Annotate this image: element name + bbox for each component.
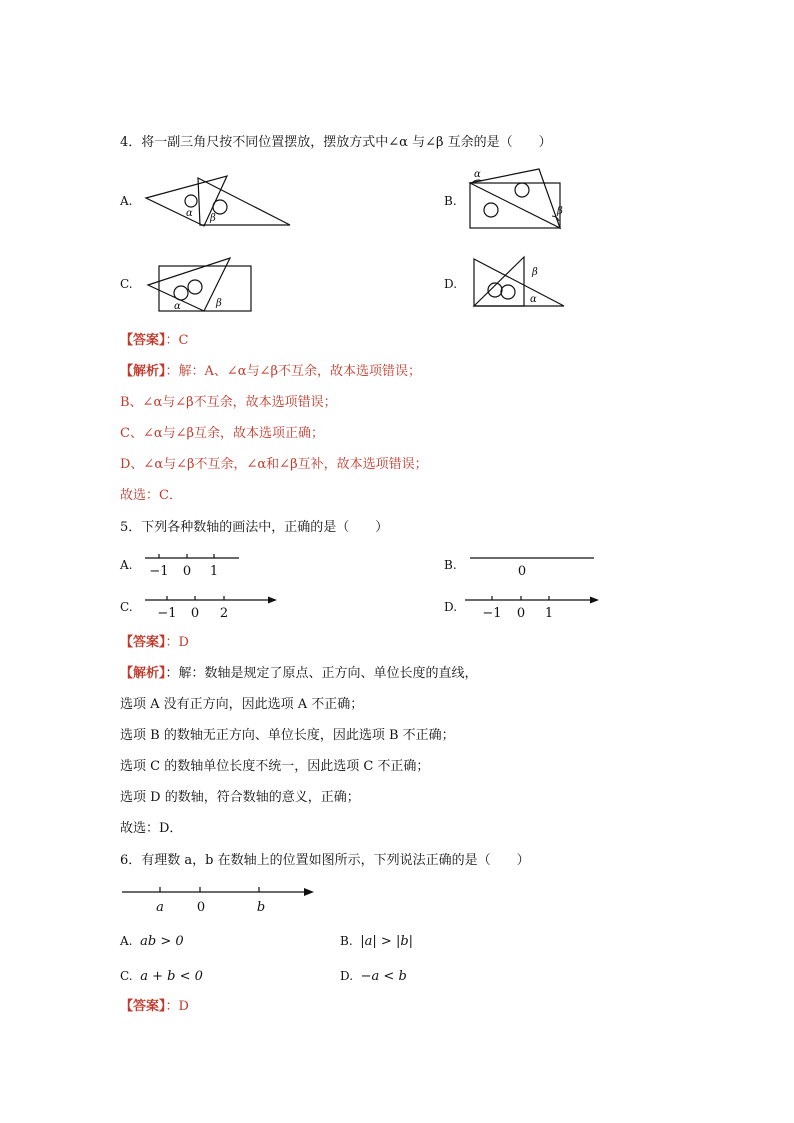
q5-b-tick-label: 0 — [517, 564, 527, 579]
q4-option-c-label: C. — [120, 277, 133, 291]
q4-figure-a — [140, 170, 300, 235]
q5-option-c-label: C. — [120, 600, 133, 614]
q4-analysis-label: 【解析】 — [120, 364, 166, 379]
q5-d-tick-label: −1 — [482, 606, 502, 621]
q5-c-tick-label: 0 — [190, 606, 200, 621]
q6-answer-label: 【答案】 — [120, 999, 166, 1014]
q4-answer-value: ：C — [165, 333, 189, 348]
q6-answer-value: ：D — [165, 999, 189, 1014]
q4-stem: 4．将一副三角尺按不同位置摆放，摆放方式中∠α 与∠β 互余的是（ ） — [120, 135, 552, 150]
q6-option-b — [340, 934, 413, 949]
q5-option-a-label: A. — [120, 558, 133, 572]
q6-option-b-letter: B. — [340, 934, 353, 948]
q5-axis-b — [470, 550, 600, 580]
q4-a-alpha: α — [186, 208, 193, 219]
q5-stem: 5．下列各种数轴的画法中，正确的是（ ） — [120, 520, 389, 535]
q6-option-a-letter: A. — [120, 934, 133, 948]
q5-answer-label: 【答案】 — [120, 635, 166, 650]
q5-analysis-line-6: 故选：D． — [120, 821, 183, 836]
q5-analysis-text-1: ：解：数轴是规定了原点、正方向、单位长度的直线， — [165, 666, 478, 681]
q5-axis-d — [465, 592, 605, 622]
q5-d-tick-label: 1 — [544, 606, 554, 621]
q4-option-d-label: D. — [444, 277, 458, 291]
q6-option-c-expr: a + b < 0 — [140, 969, 203, 984]
q4-analysis-line-2: B、∠α与∠β不互余，故本选项错误； — [120, 395, 337, 410]
q5-a-tick-label: 0 — [182, 564, 192, 579]
q4-analysis-line-1 — [120, 364, 421, 380]
q6-tick-label: a — [156, 900, 164, 915]
q6-option-d — [340, 969, 407, 984]
q4-a-beta: β — [210, 213, 216, 224]
q6-option-d-letter: D. — [340, 969, 354, 983]
q4-analysis-line-5: 故选：C． — [120, 488, 182, 503]
q4-d-beta: β — [532, 267, 538, 278]
q6-tick-label: b — [256, 900, 266, 915]
q5-analysis-line-1 — [120, 666, 478, 682]
q6-tick-label: 0 — [196, 900, 206, 915]
q4-c-alpha: α — [174, 301, 181, 312]
q4-analysis-text-1: ：解：A、∠α与∠β不互余，故本选项错误； — [165, 364, 421, 379]
q6-option-c — [120, 969, 203, 984]
q5-analysis-line-5: 选项 D 的数轴，符合数轴的意义，正确； — [120, 790, 360, 805]
q6-answer — [120, 999, 189, 1015]
q4-b-beta: β — [557, 206, 563, 217]
q4-figure-d — [470, 255, 580, 315]
q4-analysis-line-4: D、∠α与∠β不互余，∠α和∠β互补，故本选项错误； — [120, 457, 428, 472]
q4-figure-c — [144, 256, 264, 316]
q4-c-beta: β — [216, 298, 222, 309]
q4-answer — [120, 333, 188, 349]
q5-answer — [120, 635, 189, 651]
q6-option-b-expr: |a| > |b| — [360, 934, 414, 949]
q4-option-b-label: B. — [444, 194, 457, 208]
q4-d-alpha: α — [530, 294, 537, 305]
q5-c-tick-label: −1 — [157, 606, 177, 621]
q4-analysis-line-3: C、∠α与∠β互余，故本选项正确； — [120, 426, 325, 441]
q4-b-alpha: α — [474, 169, 481, 180]
q5-axis-c — [145, 592, 280, 622]
q4-figure-b — [465, 164, 595, 234]
q5-analysis-line-3: 选项 B 的数轴无正方向、单位长度，因此选项 B 不正确； — [120, 728, 455, 743]
q5-answer-value: ：D — [165, 635, 189, 650]
q5-d-tick-label: 0 — [516, 606, 526, 621]
q6-number-line — [122, 884, 322, 920]
q5-a-tick-label: 1 — [209, 564, 219, 579]
q4-option-a-label: A. — [120, 194, 133, 208]
q6-option-a-expr: ab > 0 — [140, 934, 184, 949]
q5-analysis-label: 【解析】 — [120, 666, 166, 681]
q6-option-d-expr: −a < b — [360, 969, 407, 984]
q5-c-tick-label: 2 — [219, 606, 229, 621]
q5-analysis-line-2: 选项 A 没有正方向，因此选项 A 不正确； — [120, 697, 364, 712]
q5-option-b-label: B. — [444, 558, 457, 572]
q6-stem: 6．有理数 a，b 在数轴上的位置如图所示，下列说法正确的是（ ） — [120, 853, 530, 868]
q6-option-a — [120, 934, 184, 949]
q5-a-tick-label: −1 — [149, 564, 169, 579]
q5-analysis-line-4: 选项 C 的数轴单位长度不统一，因此选项 C 不正确； — [120, 759, 430, 774]
q6-option-c-letter: C. — [120, 969, 133, 983]
q5-axis-a — [145, 550, 245, 580]
q4-answer-label: 【答案】 — [120, 333, 166, 348]
q5-option-d-label: D. — [444, 600, 458, 614]
